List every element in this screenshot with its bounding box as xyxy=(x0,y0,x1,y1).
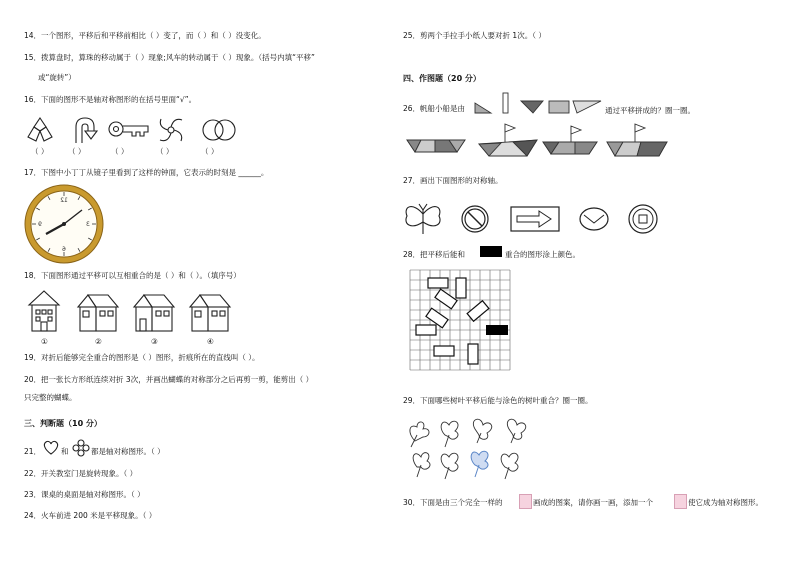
question-27: 27．画出下面图形的对称轴。 xyxy=(403,176,503,185)
pink-square-icon xyxy=(519,494,532,509)
piece-rectangle xyxy=(549,101,569,113)
q16-paren-3: （ ） xyxy=(111,147,129,156)
question-24: 24．火车前进 200 米是平移现象。（ ） xyxy=(24,511,157,520)
question-26-prefix: 26．帆船小船是由 xyxy=(403,104,466,113)
question-28: 重合的图形涂上颜色。 xyxy=(505,250,580,259)
question-19: 19．对折后能够完全重合的图形是（ ）图形，折痕所在的直线叫（ ）。 xyxy=(24,353,260,362)
section-3-title: 三、判断题（10 分） xyxy=(24,419,102,428)
question-20: 20．把一张长方形纸连续对折 3次，并画出蝴蝶的对称部分之后再剪一剪，能剪出（ ） xyxy=(24,375,314,384)
q16-paren-2: （ ） xyxy=(68,147,86,156)
piece-triangle-3 xyxy=(573,101,601,113)
pinwheel-shape xyxy=(160,119,182,141)
question-29: 29．下面哪些树叶平移后能与涂色的树叶重合？圈一圈。 xyxy=(403,396,593,405)
question-21: 都是轴对称图形。（ ） xyxy=(91,447,165,456)
question-15: 15．拨算盘时，算珠的移动属于（ ）现象;风车的转动属于（ ）现象。（括号内填“平移” xyxy=(24,53,315,62)
leaf-2 xyxy=(441,421,458,447)
rings-shape xyxy=(203,120,235,140)
leaf-3 xyxy=(473,419,491,443)
question-30-prefix: 30．下面是由三个完全一样的 xyxy=(403,498,503,507)
key-shape xyxy=(109,122,148,136)
q16-paren-4: （ ） xyxy=(156,147,174,156)
q26-sailboats xyxy=(405,122,675,162)
house-4 xyxy=(190,295,230,331)
sailboat-1 xyxy=(407,140,465,152)
question-25: 25．剪两个手拉手小纸人要对折 1次。（ ） xyxy=(403,31,546,40)
grid-black-rectangle xyxy=(486,325,508,335)
question-23: 23．课桌的桌面是轴对称图形。（ ） xyxy=(24,490,145,499)
svg-text:9: 9 xyxy=(38,221,42,228)
q18-houses xyxy=(24,289,234,339)
piece-mast xyxy=(503,93,508,113)
question-16: 16．下面的图形不是轴对称图形的在括号里面“√”。 xyxy=(24,95,197,104)
sailboat-4 xyxy=(607,124,667,156)
filled-black-rectangle xyxy=(480,246,502,257)
hook-arrow-shape xyxy=(76,118,97,143)
clock-face xyxy=(24,184,104,264)
piece-triangle-1 xyxy=(475,103,491,113)
car-logo xyxy=(580,208,608,230)
q16-paren-5: （ ） xyxy=(201,147,219,156)
butterfly-shape xyxy=(406,204,440,234)
pink-square-icon-2 xyxy=(674,494,687,509)
leaf-4 xyxy=(507,419,525,443)
leaf-6 xyxy=(441,453,458,479)
question-17: 17．下图中小丁丁从镜子里看到了这样的钟面，它表示的时刻是 ______。 xyxy=(24,168,269,177)
question-20-cont: 只完整的蝴蝶。 xyxy=(24,393,77,402)
house-3 xyxy=(134,295,174,331)
leaf-colored xyxy=(471,451,488,477)
house-label-2: ② xyxy=(95,337,102,346)
svg-text:12: 12 xyxy=(60,197,68,204)
sailboat-3 xyxy=(543,126,597,154)
house-2 xyxy=(78,295,118,331)
svg-text:3: 3 xyxy=(86,221,90,228)
question-22: 22．开关教室门是旋转现象。（ ） xyxy=(24,469,138,478)
svg-text:6: 6 xyxy=(62,246,66,253)
question-21-and: 和 xyxy=(61,447,69,456)
leaf-8 xyxy=(501,453,518,479)
leaf-5 xyxy=(413,453,430,477)
house-1 xyxy=(29,291,59,331)
sailboat-2 xyxy=(479,124,537,156)
question-30-mid: 画成的图案，请你画一画，添加一个 xyxy=(533,498,653,507)
question-18: 18．下面图形通过平移可以互相重合的是（ ）和（ ）。（填序号） xyxy=(24,271,241,280)
q29-leaves xyxy=(405,413,530,483)
q16-figures xyxy=(24,115,254,147)
question-15-cont: 或“旋转”） xyxy=(38,73,76,82)
flower-icon xyxy=(72,439,90,457)
question-26: 通过平移拼成的？圈一圈。 xyxy=(605,106,695,115)
q26-pieces xyxy=(473,91,608,117)
q16-paren-1: （ ） xyxy=(31,147,49,156)
star-shape xyxy=(28,118,52,141)
question-30: 使它成为轴对称图形。 xyxy=(688,498,763,507)
house-label-1: ① xyxy=(41,337,48,346)
question-21-prefix: 21． xyxy=(24,447,42,456)
piece-triangle-2 xyxy=(521,101,543,113)
grid-rectangles xyxy=(416,278,489,364)
house-label-4: ④ xyxy=(207,337,214,346)
arrow-sign xyxy=(511,207,559,231)
question-28-prefix: 28．把平移后能和 xyxy=(403,250,466,259)
q28-grid xyxy=(410,270,520,380)
heart-icon xyxy=(42,440,60,456)
no-entry-sign xyxy=(462,206,488,232)
coin-shape xyxy=(629,205,657,233)
section-4-title: 四、作图题（20 分） xyxy=(403,74,481,83)
house-label-3: ③ xyxy=(151,337,158,346)
question-14: 14．一个图形，平移后和平移前相比（ ）变了，而（ ）和（ ）没变化。 xyxy=(24,31,266,40)
q27-figures xyxy=(403,202,673,238)
leaf-1 xyxy=(410,422,429,447)
